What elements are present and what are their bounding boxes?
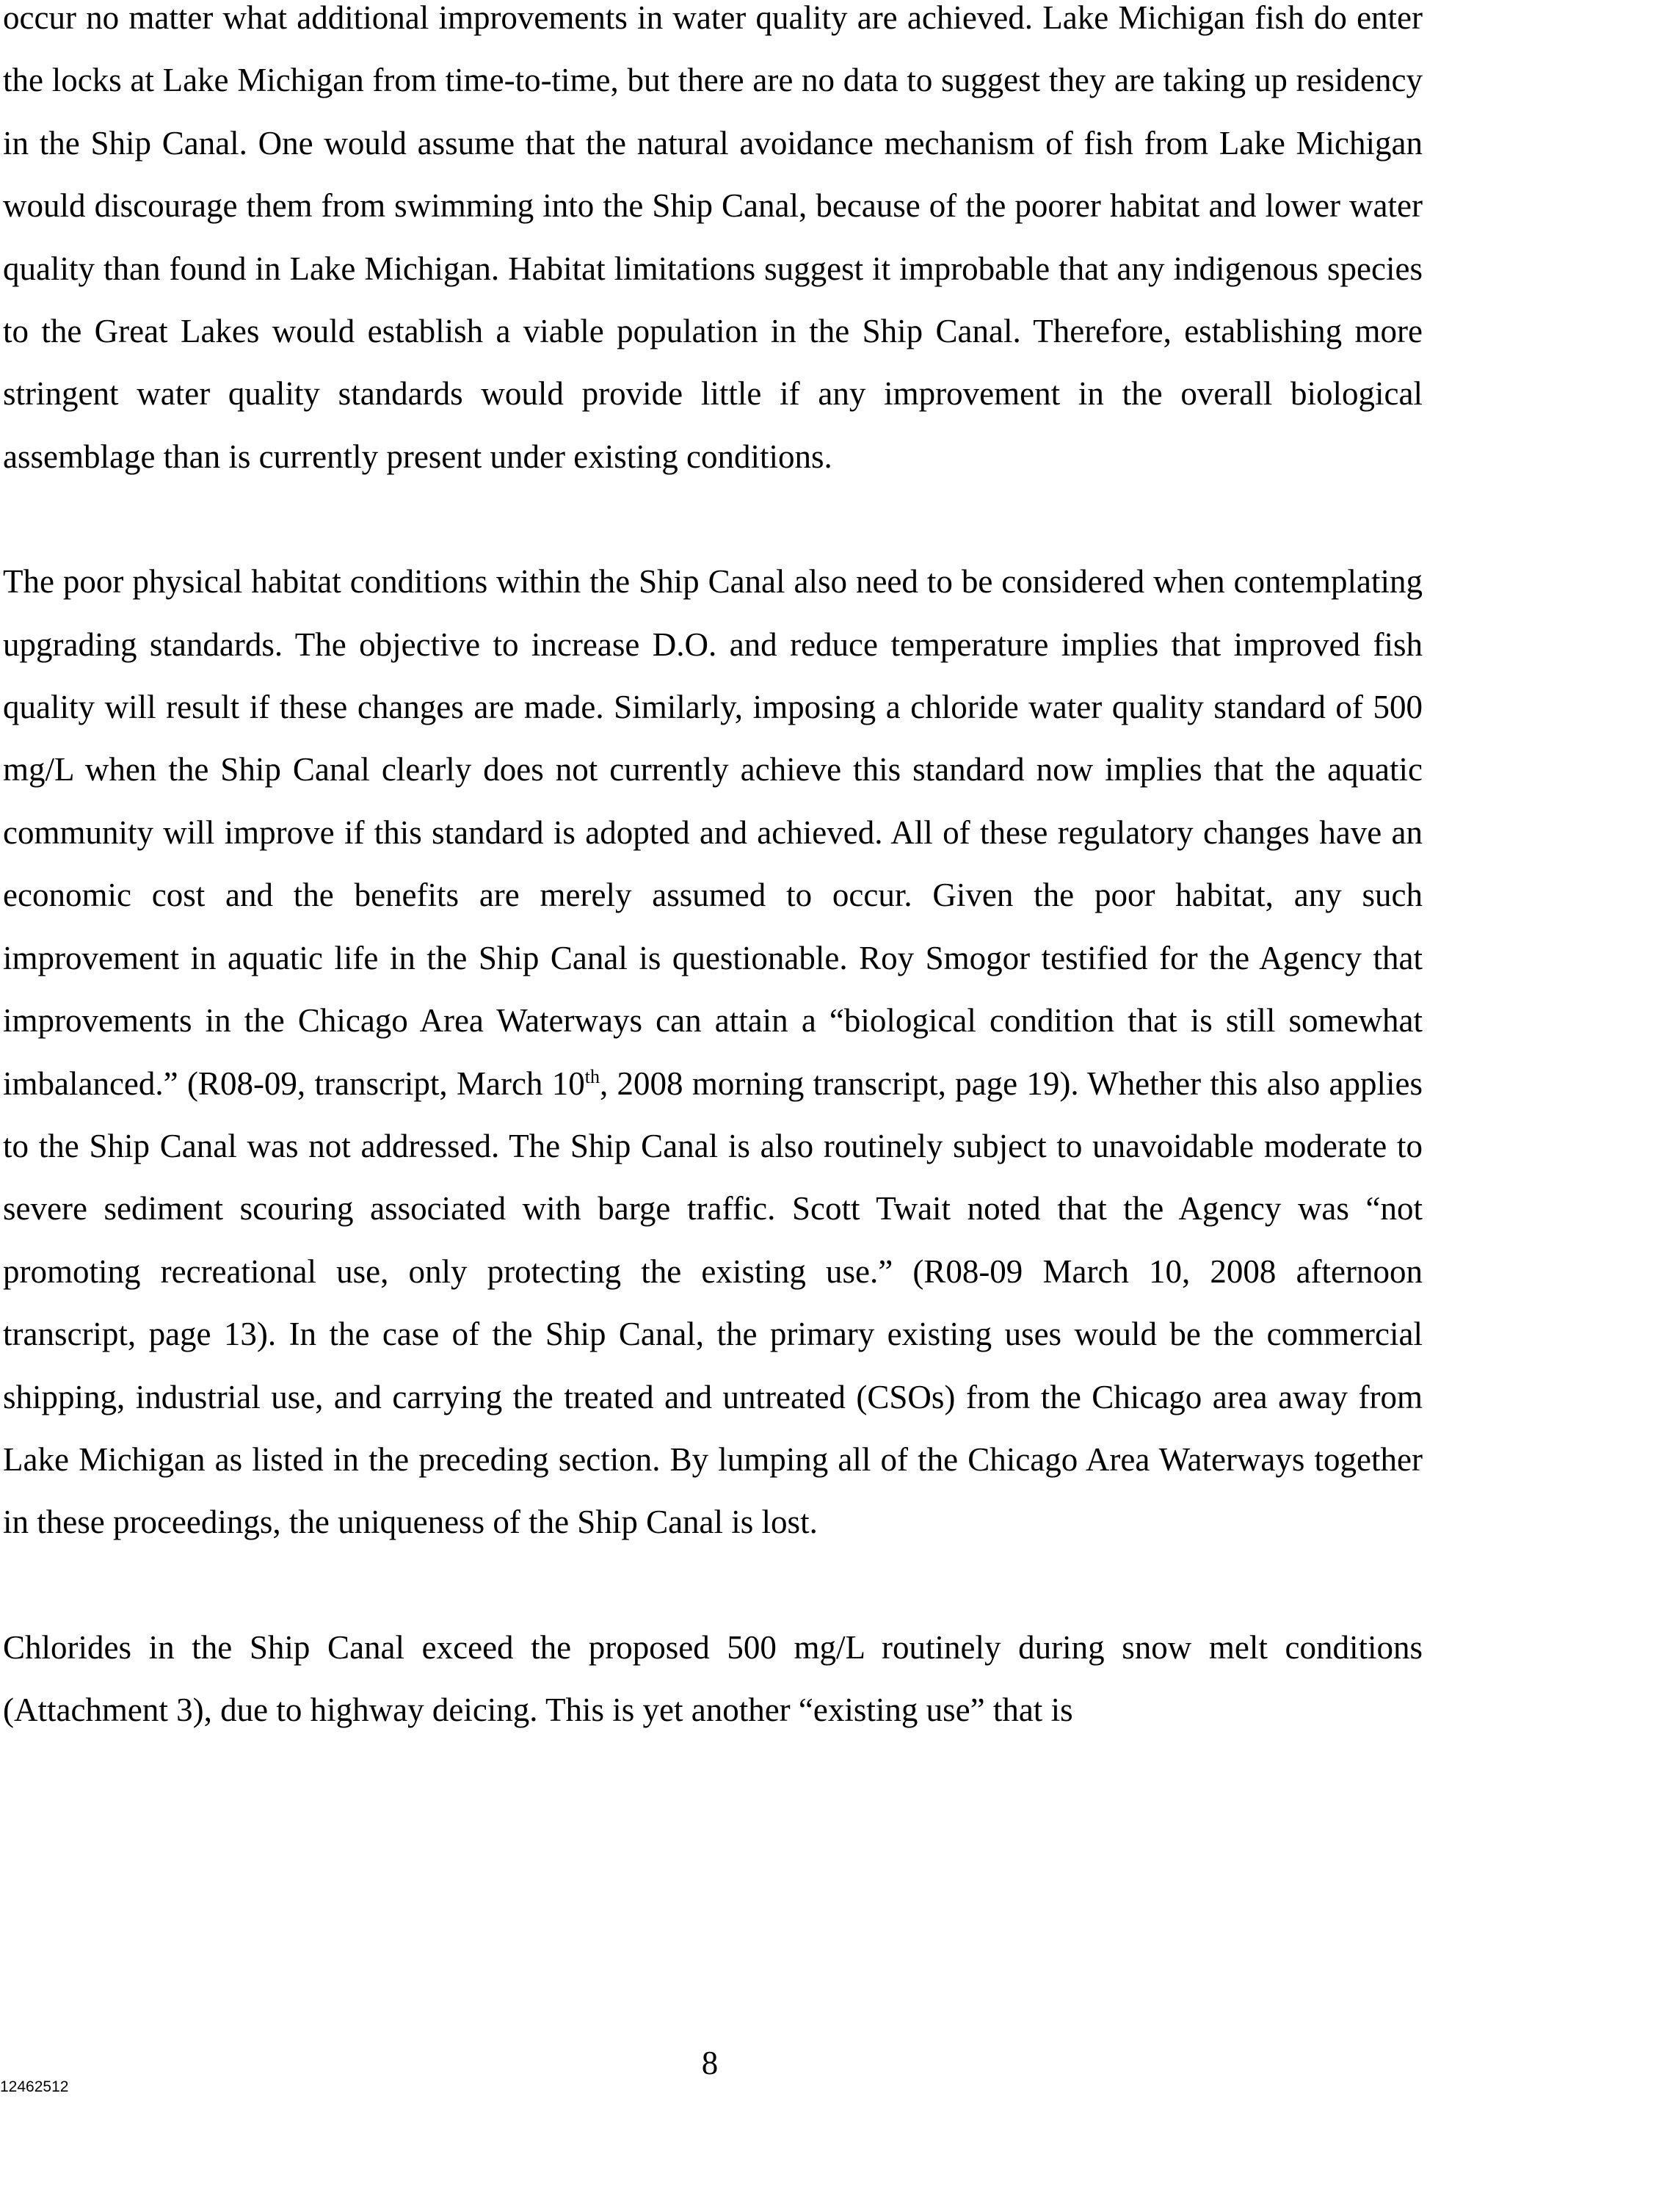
body-text xyxy=(3,0,1423,1742)
paragraph-ship-canal-fish: occur no matter what additional improvements in water quality are achieved. Lake Michigan fish do enter the locks at Lake Michigan from time-to-time, but there are no data to suggest they are taking up residency in the Ship Canal. One would assume that the natural avoidance mechanism of fish from Lake Michigan would discourage them from swimming into the Ship Canal, because of the poorer habitat and lower water quality than found in Lake Michigan. Habitat limitations suggest it improbable that any indigenous species to the Great Lakes would establish a viable population in the Ship Canal. Therefore, establishing more stringent water quality standards would provide little if any improvement in the overall biological assemblage than is currently present under existing conditions. xyxy=(3,0,1423,475)
document-id: 12462512 xyxy=(0,2078,69,2095)
page-number: 8 xyxy=(701,2045,719,2081)
paragraph-text-part: , 2008 morning transcript, page 19). Whether this also applies to the Ship Canal was not addressed. The Ship Canal is also routinely subject to unavoidable moderate to severe sediment scouring associated with barge traffic. Scott Twait noted that the Agency was “not promoting recreational use, only protecting the existing use.” (R08-09 March 10, 2008 afternoon transcript, page 13). In the case of the Ship Canal, the primary existing uses would be the commercial shipping, industrial use, and carrying the treated and untreated (CSOs) from the Chicago area away from Lake Michigan as listed in the preceding section. By lumping all of the Chicago Area Waterways together in these proceedings, the uniqueness of the Ship Canal is lost. xyxy=(3,1065,1423,1541)
paragraph-physical-habitat xyxy=(3,551,1423,1554)
paragraph-text-part: The poor physical habitat conditions within the Ship Canal also need to be considered when contemplating upgrading standards. The objective to increase D.O. and reduce temperature implies that improved fish quality will result if these changes are made. Similarly, imposing a chloride water quality standard of 500 mg/L when the Ship Canal clearly does not currently achieve this standard now implies that the aquatic community will improve if this standard is adopted and achieved. All of these regulatory changes have an economic cost and the benefits are merely assumed to occur. Given the poor habitat, any such improvement in aquatic life in the Ship Canal is questionable. Roy Smogor testified for the Agency that improvements in the Chicago Area Waterways can attain a “biological condition that is still somewhat imbalanced.” (R08-09, transcript, March 10 xyxy=(3,563,1423,1102)
paragraph-chlorides: Chlorides in the Ship Canal exceed the proposed 500 mg/L routinely during snow melt conditions (Attachment 3), due to highway deicing. This is yet another “existing use” that is xyxy=(3,1628,1423,1729)
superscript-ordinal: th xyxy=(584,1065,600,1087)
